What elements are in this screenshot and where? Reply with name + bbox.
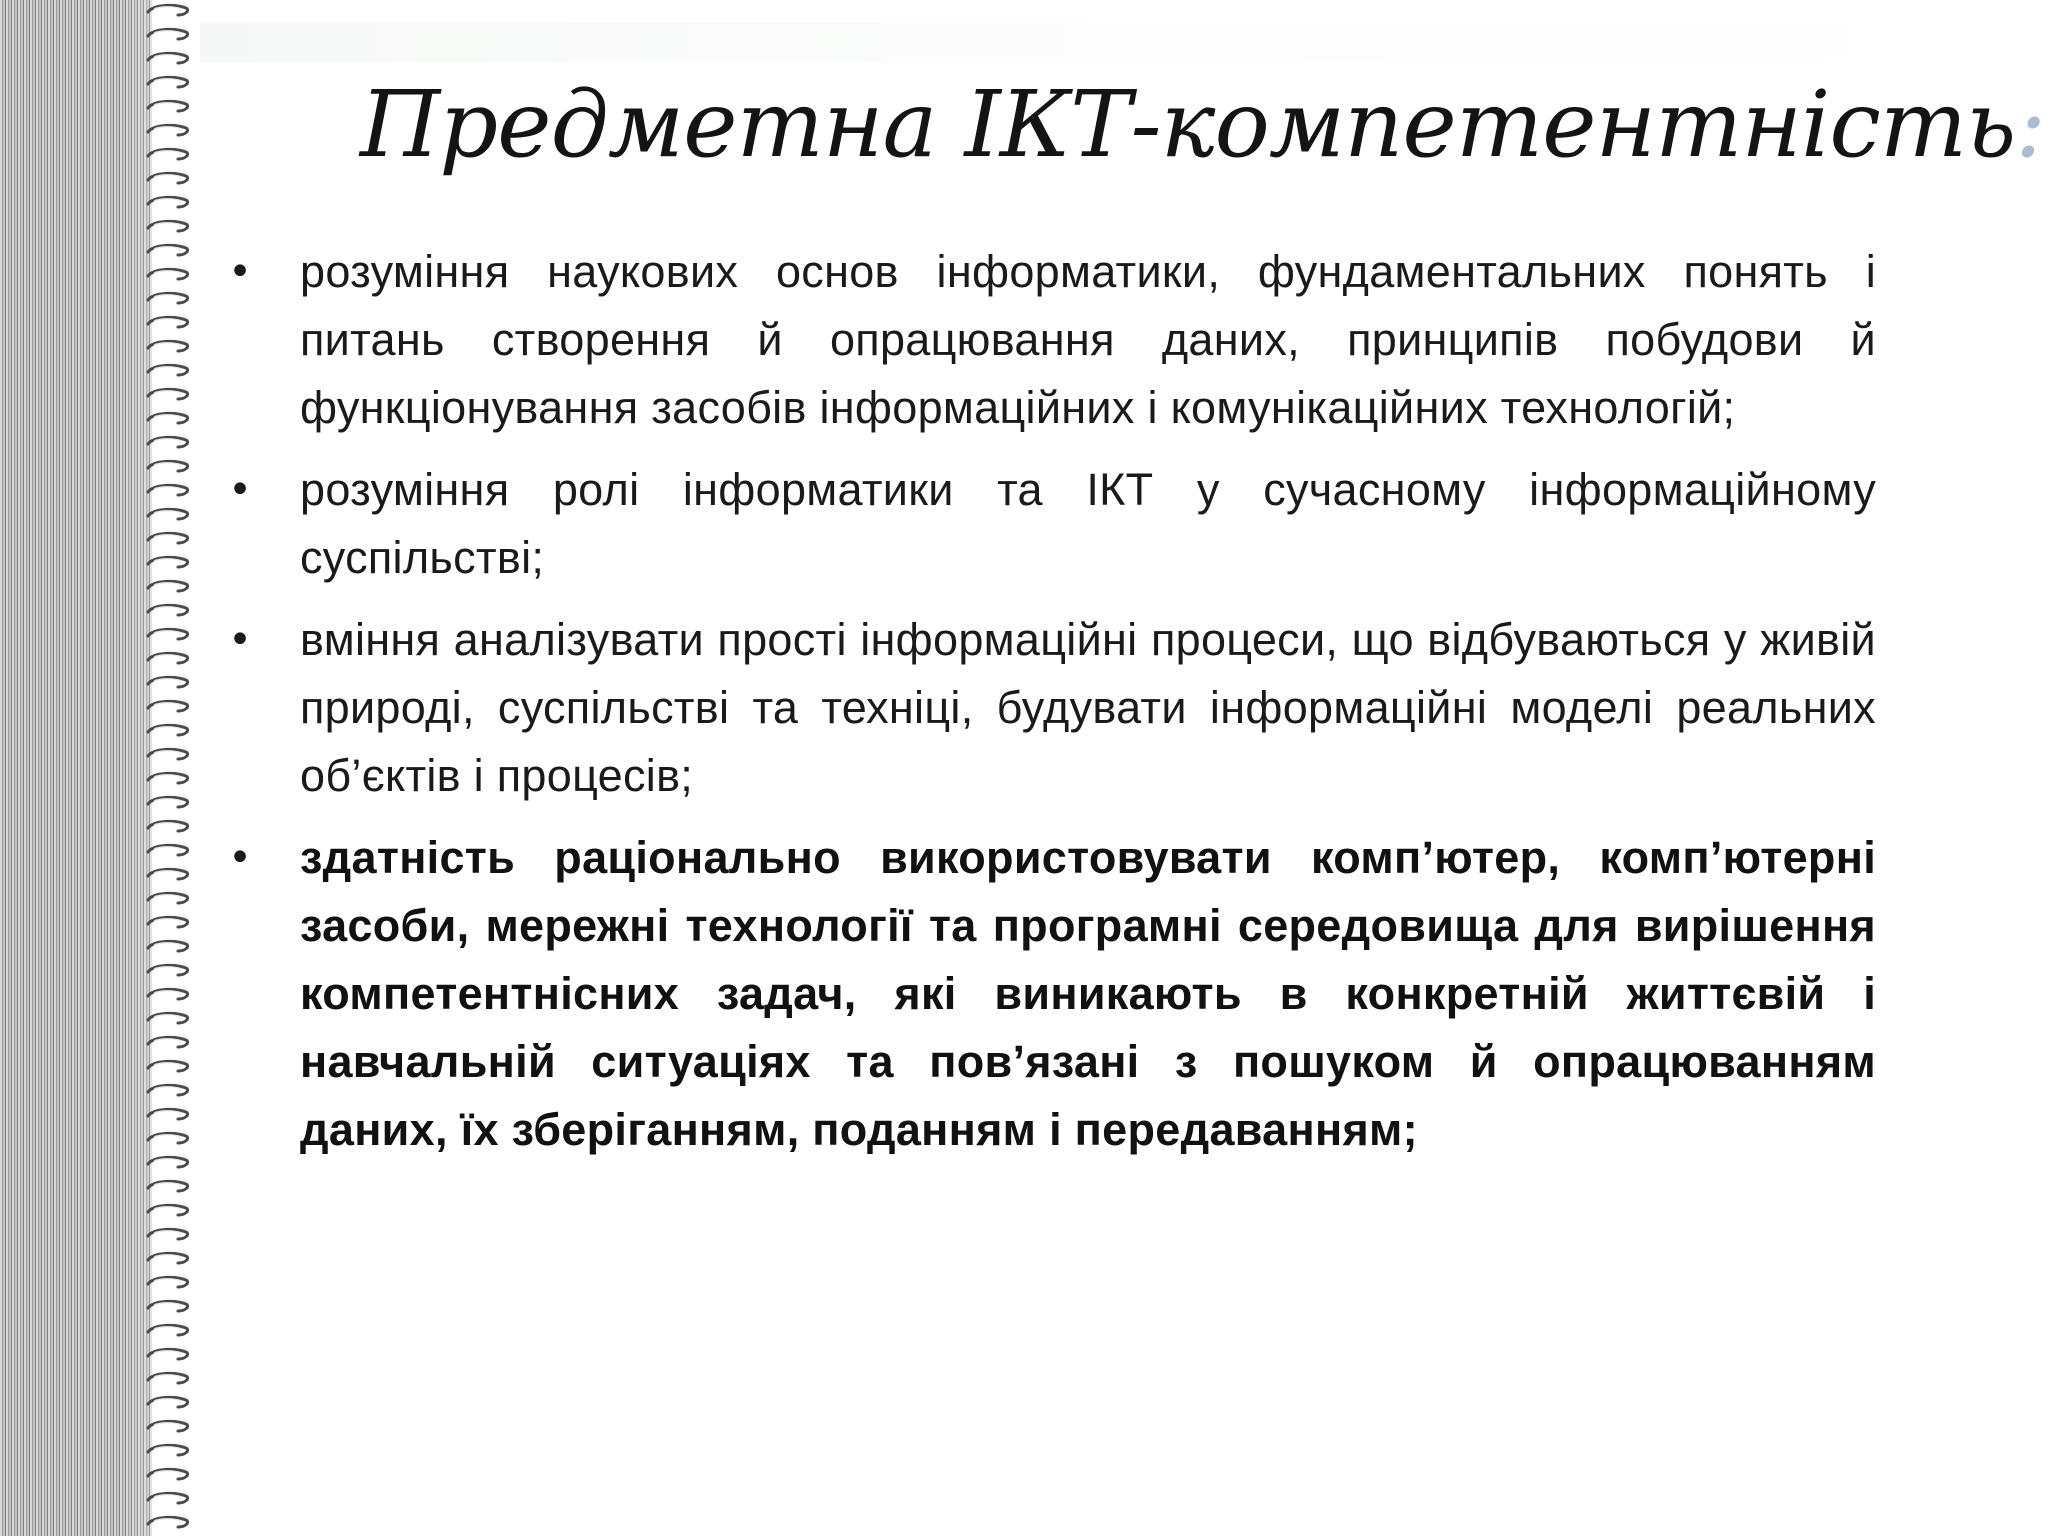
spiral-ring xyxy=(148,221,188,231)
bullet-icon: • xyxy=(228,467,252,513)
spiral-ring xyxy=(148,1421,188,1431)
spiral-ring xyxy=(148,653,188,663)
spiral-ring xyxy=(148,341,188,351)
bullet-icon: • xyxy=(228,617,252,663)
bullet-icon: • xyxy=(228,249,252,295)
bullet-item-4 xyxy=(220,824,1876,1164)
spiral-ring xyxy=(148,125,188,135)
spiral-ring xyxy=(148,773,188,783)
spiral-ring xyxy=(148,509,188,519)
spiral-ring xyxy=(148,5,188,15)
spiral-ring xyxy=(148,869,188,879)
spiral-ring xyxy=(148,1109,188,1119)
spiral-ring xyxy=(148,605,188,615)
spiral-ring xyxy=(148,701,188,711)
spiral-ring xyxy=(148,1349,188,1359)
bullet-icon: • xyxy=(228,835,252,881)
spiral-ring xyxy=(148,269,188,279)
spiral-ring xyxy=(148,77,188,87)
title-colon: : xyxy=(2015,71,2046,178)
bullet-text-bold: здатність раціонально використовувати комп’ютер, комп’ютерні засоби, мережні технології та програмні середовища для вирішення компетентнісних задач, які виникають в конкретній життєвій і навчальній ситуаціях та пов’язані з пошуком й опрацюванням даних, їх зберіганням, поданням і передаванням; xyxy=(300,832,1876,1155)
spiral-ring xyxy=(148,293,188,303)
spiral-ring xyxy=(148,1301,188,1311)
spiral-ring xyxy=(148,101,188,111)
spiral-ring xyxy=(148,1469,188,1479)
spiral-ring xyxy=(148,1037,188,1047)
spiral-ring xyxy=(148,365,188,375)
spiral-ring xyxy=(148,893,188,903)
bullet-item-2 xyxy=(220,456,1876,592)
spiral-ring xyxy=(148,965,188,975)
spiral-ring xyxy=(148,557,188,567)
spiral-ring xyxy=(148,53,188,63)
title-text: Предметна ІКТ-компетентність xyxy=(360,71,2016,178)
spiral-ring xyxy=(148,437,188,447)
bullet-item-1 xyxy=(220,238,1876,442)
spiral-ring xyxy=(148,317,188,327)
spiral-ring xyxy=(148,1517,188,1527)
header-fade xyxy=(200,22,2000,62)
bullet-text: вміння аналізувати прості інформаційні процеси, що відбуваються у живій природі, суспільстві та техніці, будувати інформаційні моделі реальних об’єктів і процесів; xyxy=(300,614,1876,801)
spiral-ring xyxy=(148,1277,188,1287)
spiral-ring xyxy=(148,845,188,855)
spiral-ring xyxy=(148,1253,188,1263)
spiral-ring xyxy=(148,149,188,159)
spiral-ring xyxy=(148,1085,188,1095)
spiral-ring xyxy=(148,1061,188,1071)
spiral-ring xyxy=(148,413,188,423)
spiral-ring xyxy=(148,29,188,39)
spiral-ring xyxy=(148,1373,188,1383)
spiral-ring xyxy=(148,1229,188,1239)
spiral-binding xyxy=(146,0,196,1536)
slide-title xyxy=(360,60,2046,190)
spiral-ring xyxy=(148,245,188,255)
bullet-text: розуміння наукових основ інформатики, фундаментальних понять і питань створення й опрацювання даних, принципів побудови й функціонування засобів інформаційних і комунікаційних технологій; xyxy=(300,246,1876,433)
spiral-ring xyxy=(148,677,188,687)
spiral-ring xyxy=(148,989,188,999)
spiral-ring xyxy=(148,389,188,399)
bullet-list xyxy=(220,238,1876,1178)
spiral-ring xyxy=(148,749,188,759)
bullet-item-3 xyxy=(220,606,1876,810)
spiral-ring xyxy=(148,1397,188,1407)
spiral-ring xyxy=(148,941,188,951)
spiral-ring xyxy=(148,173,188,183)
spiral-ring xyxy=(148,1157,188,1167)
spiral-ring xyxy=(148,461,188,471)
spiral-ring xyxy=(148,1445,188,1455)
bullet-text: розуміння ролі інформатики та ІКТ у сучасному інформаційному суспільстві; xyxy=(300,464,1876,583)
binding-strip xyxy=(0,0,152,1536)
spiral-ring xyxy=(148,1133,188,1143)
spiral-ring xyxy=(148,581,188,591)
spiral-ring xyxy=(148,725,188,735)
spiral-ring xyxy=(148,1205,188,1215)
spiral-ring xyxy=(148,1181,188,1191)
spiral-ring xyxy=(148,197,188,207)
spiral-ring xyxy=(148,917,188,927)
spiral-ring xyxy=(148,821,188,831)
spiral-ring xyxy=(148,533,188,543)
spiral-ring xyxy=(148,797,188,807)
spiral-ring xyxy=(148,1325,188,1335)
spiral-ring xyxy=(148,1493,188,1503)
spiral-ring xyxy=(148,1013,188,1023)
spiral-ring xyxy=(148,629,188,639)
spiral-ring xyxy=(148,485,188,495)
